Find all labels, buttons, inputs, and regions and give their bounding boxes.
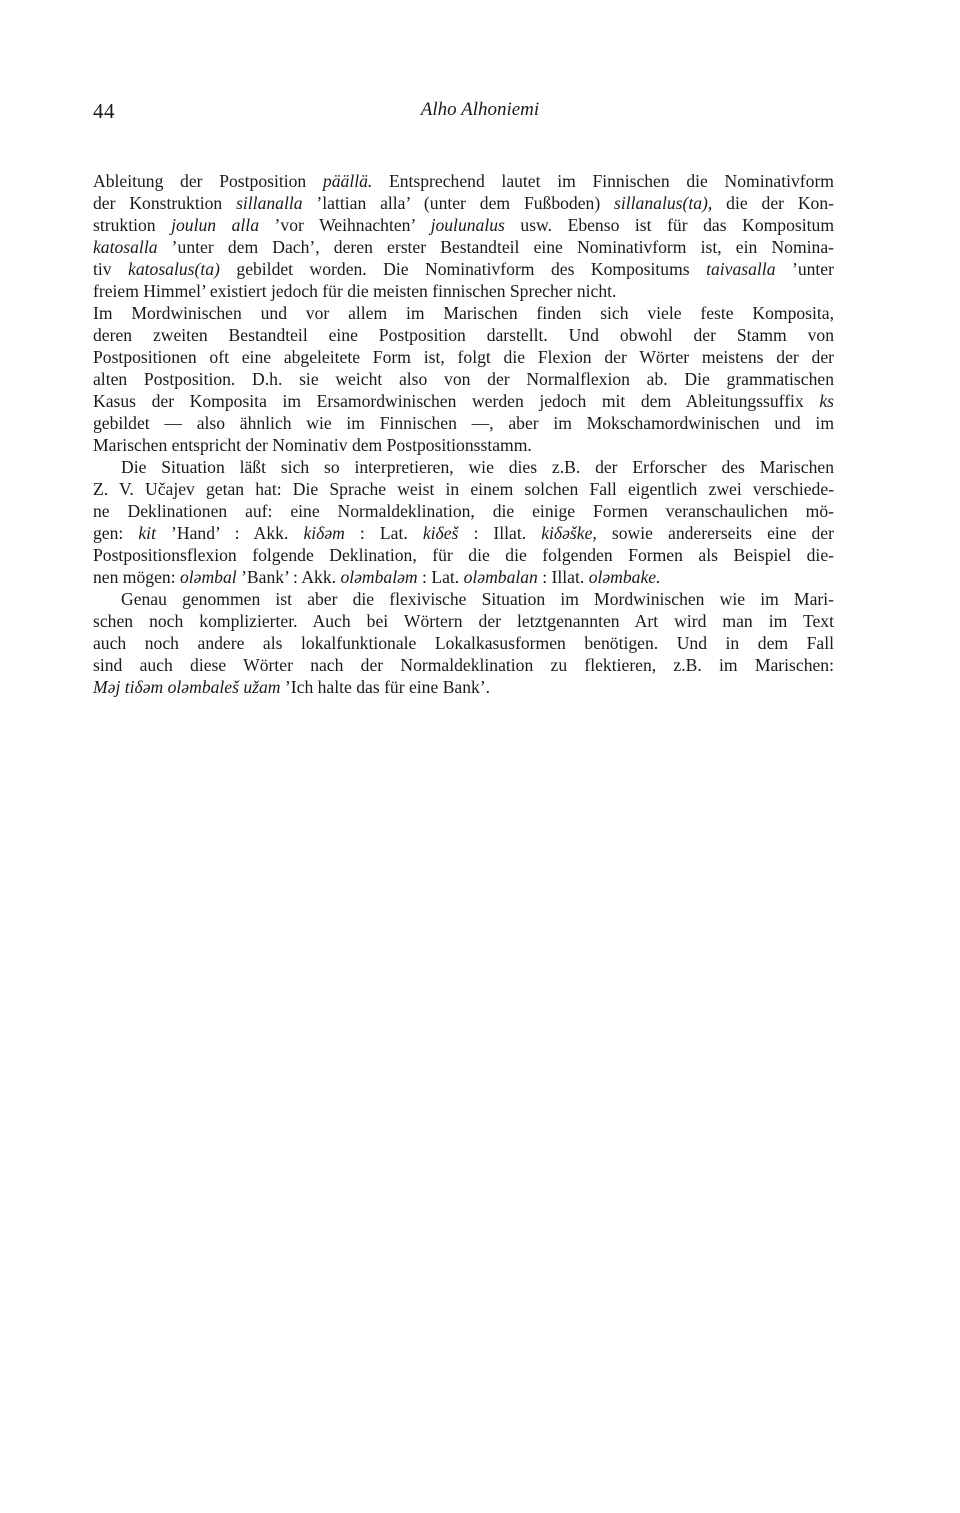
italic-term: joulunalus: [430, 215, 505, 235]
italic-term: taivasalla: [706, 259, 776, 279]
text-run: deren zweiten Bestandteil eine Postposition darstellt. Und obwohl der Stamm von: [93, 325, 834, 345]
text-run: Postpositionen oft eine abgeleitete Form ist, folgt die Flexion der Wörter meistens der der: [93, 347, 834, 367]
text-run: Kasus der Komposita im Ersamordwinischen werden jedoch mit dem Ableitungssuffix: [93, 391, 820, 411]
page-number: 44: [93, 99, 115, 123]
text-run: ’vor Weihnachten’: [259, 215, 431, 235]
italic-term: päällä.: [322, 171, 373, 191]
italic-term: kiδeš: [422, 523, 459, 543]
text-run: die der Kon-: [712, 193, 835, 213]
text-run: gebildet — also ähnlich wie im Finnischen —, aber im Mokschamordwinischen und im: [93, 413, 834, 433]
paragraph: [93, 588, 834, 698]
text-line: [93, 544, 834, 566]
italic-term: Məj tiδəm oləmbaleš užam: [93, 677, 281, 697]
text-line: [93, 500, 834, 522]
italic-term: oləmbake.: [588, 567, 661, 587]
text-run: ’Bank’ : Akk.: [236, 567, 341, 587]
text-run: ’Hand’ : Akk.: [155, 523, 304, 543]
text-run: sowie andererseits eine der: [596, 523, 834, 543]
text-run: nen mögen:: [93, 567, 180, 587]
text-line: [93, 456, 834, 478]
italic-term: katosalla: [93, 237, 158, 257]
text-run: Im Mordwinischen und vor allem im Marischen finden sich viele feste Komposita,: [93, 303, 834, 323]
paragraph: [93, 302, 834, 456]
text-run: Marischen entspricht der Nominativ dem Postpositionsstamm.: [93, 435, 532, 455]
text-run: ’unter: [775, 259, 834, 279]
text-run: auch noch andere als lokalfunktionale Lokalkasusformen benötigen. Und in dem Fall: [93, 633, 834, 653]
italic-term: katosalus(ta): [128, 259, 220, 279]
text-line: [93, 412, 834, 434]
text-run: : Illat.: [458, 523, 542, 543]
italic-term: oləmbalan: [463, 567, 538, 587]
text-run: der Konstruktion: [93, 193, 237, 213]
text-line: [93, 280, 834, 302]
italic-term: ks: [819, 391, 834, 411]
text-line: [93, 390, 834, 412]
text-run: alten Postposition. D.h. sie weicht also von der Normalflexion ab. Die grammatischen: [93, 369, 834, 389]
text-run: tiv: [93, 259, 129, 279]
text-run: freiem Himmel’ existiert jedoch für die meisten finnischen Sprecher nicht.: [93, 281, 617, 301]
text-run: struktion: [93, 215, 172, 235]
text-line: [93, 610, 834, 632]
text-line: [93, 324, 834, 346]
text-line: [93, 258, 834, 280]
italic-term: sillanalus(ta),: [614, 193, 713, 213]
text-line: [93, 478, 834, 500]
italic-term: joulun alla: [171, 215, 259, 235]
running-head-author: Alho Alhoniemi: [420, 99, 540, 120]
italic-term: kiδəm: [303, 523, 345, 543]
body-text: [93, 170, 834, 698]
italic-term: kit: [138, 523, 156, 543]
text-line: [93, 434, 834, 456]
text-run: : Illat.: [537, 567, 589, 587]
italic-term: kiδəške,: [541, 523, 597, 543]
text-line: [93, 302, 834, 324]
text-run: gen:: [93, 523, 139, 543]
text-run: ne Deklinationen auf: eine Normaldeklination, die einige Formen veranschaulichen mö-: [93, 501, 834, 521]
text-line: [93, 632, 834, 654]
text-run: Z. V. Učajev getan hat: Die Sprache weist in einem solchen Fall eigentlich zwei verschiede-: [93, 479, 834, 499]
italic-term: sillanalla: [236, 193, 303, 213]
italic-term: oləmbal: [179, 567, 237, 587]
italic-term: oləmbaləm: [340, 567, 418, 587]
text-run: : Lat.: [417, 567, 464, 587]
text-line: [93, 214, 834, 236]
text-run: Ableitung der Postposition: [93, 171, 323, 191]
text-line: [93, 654, 834, 676]
text-run: Genau genommen ist aber die flexivische Situation im Mordwinischen wie im Mari-: [121, 589, 834, 609]
paragraph: [93, 170, 834, 302]
text-run: gebildet worden. Die Nominativform des Kompositums: [219, 259, 707, 279]
text-line: [93, 236, 834, 258]
paragraph: [93, 456, 834, 588]
text-run: ’lattian alla’ (unter dem Fußboden): [302, 193, 615, 213]
text-line: [93, 170, 834, 192]
text-run: ’unter dem Dach’, deren erster Bestandteil eine Nominativform ist, ein Nomina-: [157, 237, 834, 257]
text-line: [93, 522, 834, 544]
text-run: ’Ich halte das für eine Bank’.: [280, 677, 491, 697]
text-line: [93, 192, 834, 214]
text-line: [93, 676, 834, 698]
text-run: Entsprechend lautet im Finnischen die Nominativform: [372, 171, 834, 191]
text-run: : Lat.: [344, 523, 423, 543]
text-line: [93, 566, 834, 588]
text-line: [93, 368, 834, 390]
text-run: schen noch komplizierter. Auch bei Wörtern der letztgenannten Art wird man im Text: [93, 611, 834, 631]
text-run: Die Situation läßt sich so interpretieren, wie dies z.B. der Erforscher des Marischen: [121, 457, 834, 477]
text-run: Postpositionsflexion folgende Deklination, für die die folgenden Formen als Beispiel die-: [93, 545, 834, 565]
text-line: [93, 346, 834, 368]
text-run: usw. Ebenso ist für das Kompositum: [504, 215, 835, 235]
text-run: sind auch diese Wörter nach der Normaldeklination zu flektieren, z.B. im Marischen:: [93, 655, 834, 675]
text-line: [93, 588, 834, 610]
